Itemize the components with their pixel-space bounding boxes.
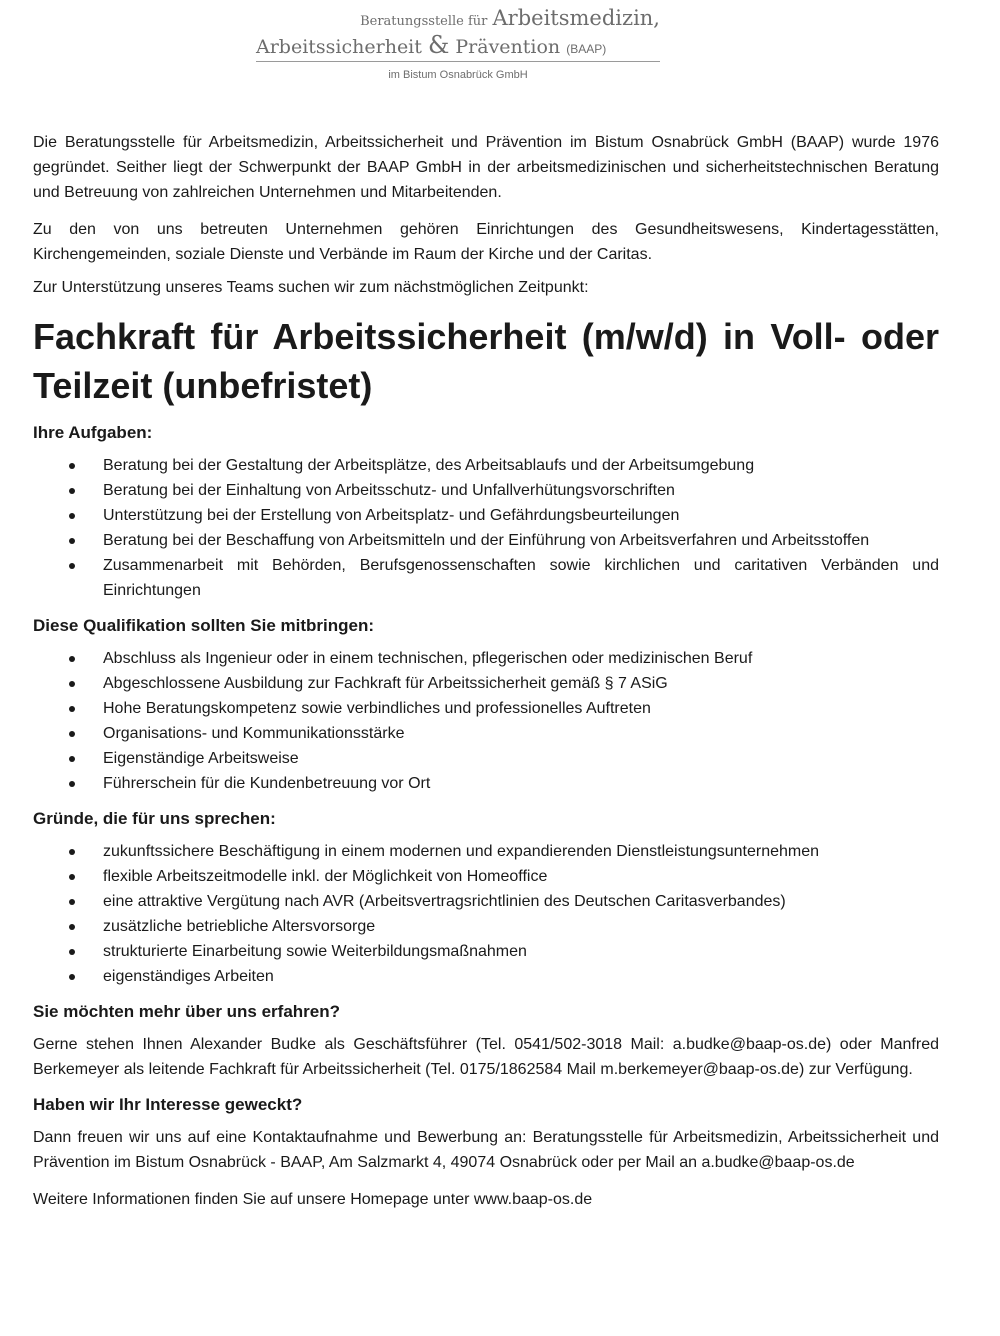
bullet-icon	[69, 756, 75, 762]
logo-line-2	[256, 31, 606, 59]
bullet-icon	[69, 563, 75, 569]
contact-paragraph: Gerne stehen Ihnen Alexander Budke als Geschäftsführer (Tel. 0541/502-3018 Mail: a.budke@baap-os.de) oder Manfred Berkemeyer als leitende Fachkraft für Arbeitssicherheit (Tel. 0175/1862584 Mail m.berkemeyer@baap-os.de) zur Verfügung.	[33, 1036, 939, 1078]
bullet-icon	[69, 849, 75, 855]
logo-subline: im Bistum Osnabrück GmbH	[388, 69, 528, 81]
intro-paragraph-1: Die Beratungsstelle für Arbeitsmedizin, Arbeitssicherheit und Prävention im Bistum Osnabrück GmbH (BAAP) wurde 1976 gegründet. Seither liegt der Schwerpunkt der BAAP GmbH in der arbeitsmedizinischen und sicherheitstechnischen Beratung und Betreuung von zahlreichen Unternehmen und Mitarbeitenden.	[33, 134, 939, 201]
list-item: eigenständiges Arbeiten	[33, 964, 939, 989]
bullet-icon	[69, 463, 75, 469]
bullet-icon	[69, 538, 75, 544]
list-item: Eigenständige Arbeitsweise	[33, 746, 939, 771]
job-posting	[33, 130, 939, 1212]
list-item: eine attraktive Vergütung nach AVR (Arbeitsvertragsrichtlinien des Deutschen Caritasverbandes)	[33, 889, 939, 914]
list-item: Abschluss als Ingenieur oder in einem technischen, pflegerischen oder medizinischen Beruf	[33, 646, 939, 671]
bullet-icon	[69, 974, 75, 980]
logo-abbreviation: (BAAP)	[566, 42, 607, 56]
qualifications-heading: Diese Qualifikation sollten Sie mitbringen:	[33, 616, 375, 635]
bullet-icon	[69, 706, 75, 712]
list-item: zusätzliche betriebliche Altersvorsorge	[33, 914, 939, 939]
footer-note: Weitere Informationen finden Sie auf unsere Homepage unter www.baap-os.de	[33, 1191, 593, 1208]
benefits-heading: Gründe, die für uns sprechen:	[33, 809, 276, 828]
letterhead-logo	[256, 6, 660, 86]
benefits-list	[33, 839, 939, 989]
bullet-icon	[69, 488, 75, 494]
bullet-icon	[69, 513, 75, 519]
list-item: Unterstützung bei der Erstellung von Arbeitsplatz- und Gefährdungsbeurteilungen	[33, 503, 939, 528]
apply-heading: Haben wir Ihr Interesse geweckt?	[33, 1095, 303, 1114]
bullet-icon	[69, 731, 75, 737]
logo-text-big: Arbeitsmedizin,	[492, 6, 660, 30]
list-item: Abgeschlossene Ausbildung zur Fachkraft für Arbeitssicherheit gemäß § 7 ASiG	[33, 671, 939, 696]
intro-paragraph-2: Zu den von uns betreuten Unternehmen gehören Einrichtungen des Gesundheitswesens, Kindertagesstätten, Kirchengemeinden, soziale Dienste und Verbände im Raum der Kirche und der Caritas.	[33, 221, 939, 263]
list-item: Zusammenarbeit mit Behörden, Berufsgenossenschaften sowie kirchlichen und caritativen Verbänden und Einrichtungen	[33, 553, 939, 603]
list-item: Führerschein für die Kundenbetreuung vor Ort	[33, 771, 939, 796]
list-item: zukunftssichere Beschäftigung in einem modernen und expandierenden Dienstleistungsunternehmen	[33, 839, 939, 864]
bullet-icon	[69, 656, 75, 662]
list-item: flexible Arbeitszeitmodelle inkl. der Möglichkeit von Homeoffice	[33, 864, 939, 889]
bullet-icon	[69, 949, 75, 955]
list-item: strukturierte Einarbeitung sowie Weiterbildungsmaßnahmen	[33, 939, 939, 964]
job-title: Fachkraft für Arbeitssicherheit (m/w/d) in Voll- oder Teilzeit (unbefristet)	[33, 316, 939, 406]
list-item: Hohe Beratungskompetenz sowie verbindliches und professionelles Auftreten	[33, 696, 939, 721]
logo-text-arbeitssicherheit: Arbeitssicherheit	[256, 36, 422, 58]
list-item: Beratung bei der Gestaltung der Arbeitsplätze, des Arbeitsablaufs und der Arbeitsumgebung	[33, 453, 939, 478]
bullet-icon	[69, 899, 75, 905]
list-item: Beratung bei der Beschaffung von Arbeitsmitteln und der Einführung von Arbeitsverfahren und Arbeitsstoffen	[33, 528, 939, 553]
bullet-icon	[69, 681, 75, 687]
bullet-icon	[69, 874, 75, 880]
apply-paragraph: Dann freuen wir uns auf eine Kontaktaufnahme und Bewerbung an: Beratungsstelle für Arbeitsmedizin, Arbeitssicherheit und Prävention im Bistum Osnabrück - BAAP, Am Salzmarkt 4, 49074 Osnabrück oder per Mail an a.budke@baap-os.de	[33, 1129, 939, 1171]
tasks-heading: Ihre Aufgaben:	[33, 423, 153, 442]
logo-ampersand: &	[427, 31, 450, 59]
list-item: Beratung bei der Einhaltung von Arbeitsschutz- und Unfallverhütungsvorschriften	[33, 478, 939, 503]
logo-text-praevention: Prävention	[455, 36, 561, 58]
intro-paragraph-3: Zur Unterstützung unseres Teams suchen wir zum nächstmöglichen Zeitpunkt:	[33, 279, 589, 296]
contact-heading: Sie möchten mehr über uns erfahren?	[33, 1002, 341, 1021]
qualifications-list	[33, 646, 939, 796]
logo-text-small: Beratungsstelle für	[360, 14, 488, 29]
bullet-icon	[69, 924, 75, 930]
bullet-icon	[69, 781, 75, 787]
tasks-list	[33, 453, 939, 603]
list-item: Organisations- und Kommunikationsstärke	[33, 721, 939, 746]
logo-line-1	[360, 6, 660, 30]
logo-divider	[256, 61, 660, 62]
